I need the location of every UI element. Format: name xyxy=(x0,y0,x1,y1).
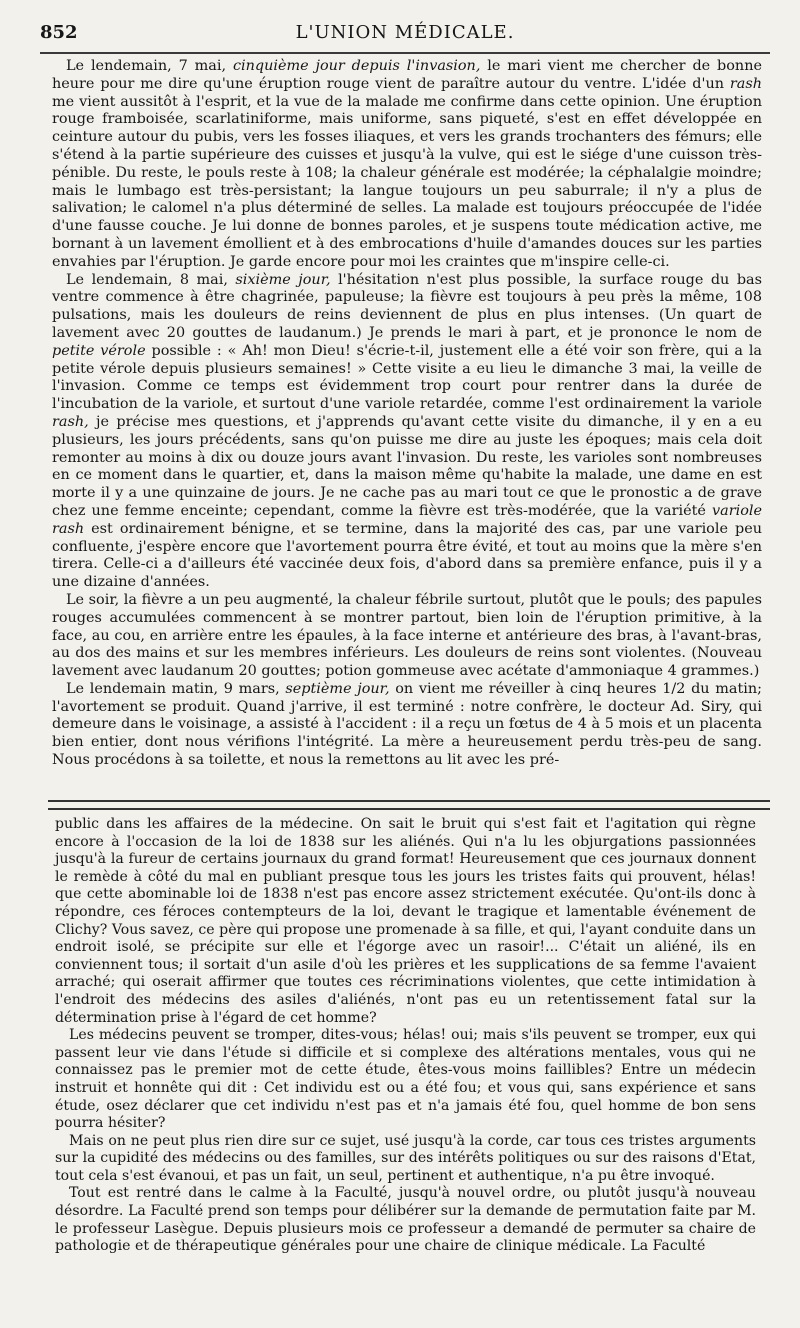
article-body xyxy=(52,58,762,770)
feuilleton-paragraph: Les médecins peuvent se tromper, dites-vous; hélas! oui; mais s'ils peuvent se tromper, eux qui passent leur vie dans l'étude si difficile et si complexe des altérations mentales, vous qui ne connaissez pas le premier mot de cette étude, êtes-vous moins faillibles? Entre un médecin instruit et honnête qui dit : Cet individu est ou a été fou; et vous qui, sans expérience et sans étude, osez déclarer que cet individu n'est pas et n'a jamais été fou, quel homme de bon sens pourra hésiter? xyxy=(55,1027,756,1132)
article-paragraph: Le lendemain, 8 mai, sixième jour, l'hésitation n'est plus possible, la surface rouge du bas ventre commence à être chagrinée, papuleuse; la fièvre est toujours à peu près la même, 108 pulsations, mais les douleurs de reins deviennent de plus en plus intenses. (Un quart de lavement avec 20 gouttes de laudanum.) Je prends le mari à part, et je prononce le nom de petite vérole possible : « Ah! mon Dieu! s'écrie-t-il, justement elle a été voir son frère, qui a la petite vérole depuis plusieurs semaines! » Cette visite a eu lieu le dimanche 3 mai, la veille de l'invasion. Comme ce temps est évidemment trop court pour rentrer dans la durée de l'incubation de la variole, et surtout d'une variole retardée, comme l'est ordinairement la variole rash, je précise mes questions, et j'apprends qu'avant cette visite du dimanche, il y en a eu plusieurs, les jours précédents, sans qu'on puisse me dire au juste les époques; mais cela doit remonter au moins à dix ou douze jours avant l'invasion. Du reste, les varioles sont nombreuses en ce moment dans le quartier, et, dans la maison même qu'habite la malade, une dame en est morte il y a une quinzaine de jours. Je ne cache pas au mari tout ce que le pronostic a de grave chez une femme enceinte; cependant, comme la fièvre est très-modérée, que la variété variole rash est ordinairement bénigne, et se termine, dans la majorité des cas, par une variole peu confluente, j'espère encore que l'avortement pourra être évité, et tout au moins que la mère s'en tirera. Celle-ci a d'ailleurs été vaccinée deux fois, d'abord dans sa première enfance, puis il y a une dizaine d'années. xyxy=(52,271,763,591)
page-number: 852 xyxy=(40,22,78,43)
feuilleton-divider xyxy=(48,800,770,810)
feuilleton-paragraph: Mais on ne peut plus rien dire sur ce sujet, usé jusqu'à la corde, car tous ces tristes arguments sur la cupidité des médecins ou des familles, sur des intérêts politiques ou sur des raisons d'Etat, tout cela s'est évanoui, et pas un fait, un seul, pertinent et authentique, n'a pu être invoqué. xyxy=(55,1132,756,1184)
article-paragraph: Le lendemain matin, 9 mars, septième jour, on vient me réveiller à cinq heures 1/2 du matin; l'avortement se produit. Quand j'arrive, il est terminé : notre confrère, le docteur Ad. Siry, qui demeure dans le voisinage, a assisté à l'accident : il a reçu un fœtus de 4 à 5 mois et un placenta bien entier, dont nous vérifions l'intégrité. La mère a heureusement perdu très-peu de sang. Nous procédons à sa toilette, et nous la remettons au lit avec les pré- xyxy=(52,680,762,769)
page-header xyxy=(40,18,770,48)
feuilleton-body xyxy=(55,816,756,1256)
article-paragraph: Le lendemain, 7 mai, cinquième jour depuis l'invasion, le mari vient me chercher de bonne heure pour me dire qu'une éruption rouge vient de paraître autour du ventre. L'idée d'un rash me vient aussitôt à l'esprit, et la vue de la malade me confirme dans cette opinion. Une éruption rouge framboisée, scarlatiniforme, mais uniforme, sans piqueté, s'est en effet développée en ceinture autour du pubis, vers les fosses iliaques, et vers les grands trochanters des fémurs; elle s'étend à la partie supérieure des cuisses et jusqu'à la vulve, qui est le siége d'une cuisson très-pénible. Du reste, le pouls reste à 108; la chaleur générale est modérée; la céphalalgie moindre; mais le lumbago est très-persistant; la langue toujours un peu saburrale; il n'y a plus de salivation; le calomel n'a plus déterminé de selles. La malade est toujours préoccupée de l'idée d'une fausse couche. Je lui donne de bonnes paroles, et je suspens toute médication active, me bornant à un lavement émollient et à des embrocations d'huile d'amandes douces sur les parties envahies par l'éruption. Je garde encore pour moi les craintes que m'inspire celle-ci. xyxy=(52,58,762,270)
article-paragraph: Le soir, la fièvre a un peu augmenté, la chaleur fébrile surtout, plutôt que le pouls; des papules rouges accumulées commencent à se montrer partout, bien loin de l'éruption primitive, à la face, au cou, en arrière entre les épaules, à la face interne et antérieure des bras, à l'avant-bras, au dos des mains et sur les membres inférieurs. Les douleurs de reins sont violentes. (Nouveau lavement avec laudanum 20 gouttes; potion gommeuse avec acétate d'ammoniaque 4 grammes.) xyxy=(52,591,762,680)
feuilleton-paragraph: public dans les affaires de la médecine. On sait le bruit qui s'est fait et l'agitation qui règne encore à l'occasion de la loi de 1838 sur les aliénés. Qui n'a lu les objurgations passionnées jusqu'à la fureur de certains journaux du grand format! Heureusement que ces journaux donnent le remède à côté du mal en publiant presque tous les jours les tristes faits qui prouvent, hélas! que cette abominable loi de 1838 n'est pas encore assez strictement exécutée. Qu'ont-ils donc à répondre, ces féroces contempteurs de la loi, devant le tragique et lamentable événement de Clichy? Vous savez, ce père qui propose une promenade à sa fille, et qui, l'ayant conduite dans un endroit isolé, se précipite sur elle et l'égorge avec un rasoir!... C'était un aliéné, ils en conviennent tous; il sortait d'un asile d'où les prières et les supplications de sa femme l'avaient arraché; qui oserait affirmer que toutes ces récriminations violentes, que cette intimidation à l'endroit des médecins des asiles d'aliénés, n'ont pas eu un retentissement fatal sur la détermination prise à l'égard de cet homme? xyxy=(55,816,756,1026)
running-title: L'UNION MÉDICALE. xyxy=(295,22,515,43)
feuilleton-paragraph: Tout est rentré dans le calme à la Faculté, jusqu'à nouvel ordre, ou plutôt jusqu'à nouveau désordre. La Faculté prend son temps pour délibérer sur la demande de permutation faite par M. le professeur Lasègue. Depuis plusieurs mois ce professeur a demandé de permuter sa chaire de pathologie et de thérapeutique générales pour une chaire de clinique médicale. La Faculté xyxy=(55,1185,756,1255)
header-rule xyxy=(40,52,770,54)
